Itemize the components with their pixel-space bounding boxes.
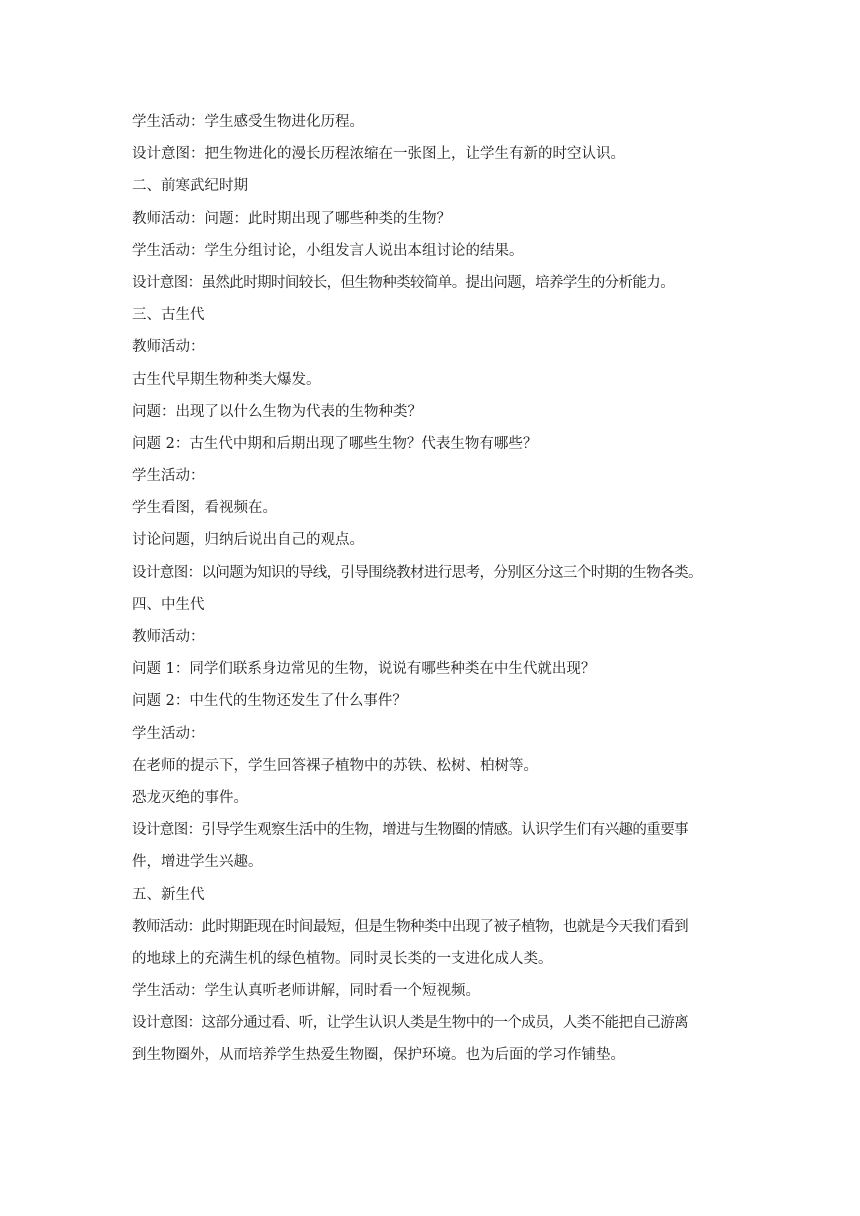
- section-heading-mesozoic: 四、中生代: [132, 596, 205, 613]
- paragraph-teacher-activity-4: 教师活动：此时期距现在时间最短，但是生物种类中出现了被子植物，也就是今天我们看到: [132, 918, 688, 935]
- paragraph-design-intent-2: 设计意图：虽然此时期时间较长，但生物种类较简单。提出问题，培养学生的分析能力。: [132, 274, 675, 291]
- paragraph-teacher-activity-3: 教师活动：: [132, 629, 205, 645]
- section-heading-precambrian: 二、前寒武纪时期: [132, 178, 248, 195]
- paragraph-teacher-activity-2: 教师活动：: [132, 339, 205, 356]
- paragraph-student-activity-3: 学生活动：: [132, 468, 205, 485]
- paragraph-text: 古生代早期生物种类大爆发。: [132, 371, 321, 388]
- paragraph-text: 恐龙灭绝的事件。: [132, 789, 248, 806]
- paragraph-text: 在老师的提示下，学生回答裸子植物中的苏铁、松树、柏树等。: [132, 757, 538, 774]
- paragraph-question-2: 问题 2：中生代的生物还发生了什么事件？: [132, 693, 407, 710]
- paragraph-design-intent-4-cont: 件，增进学生兴趣。: [132, 854, 263, 871]
- paragraph-student-activity-4: 学生活动：: [132, 725, 205, 742]
- document-body: [132, 106, 742, 1072]
- paragraph-student-activity-5: 学生活动：学生认真听老师讲解，同时看一个短视频。: [132, 983, 480, 1000]
- paragraph-design-intent-1: 设计意图：把生物进化的漫长历程浓缩在一张图上，让学生有新的时空认识。: [132, 146, 625, 163]
- paragraph-question: 问题：出现了以什么生物为代表的生物种类？: [132, 403, 422, 420]
- paragraph-student-activity-2: 学生活动：学生分组讨论，小组发言人说出本组讨论的结果。: [132, 242, 524, 259]
- paragraph-text: 学生看图，看视频在。: [132, 500, 277, 517]
- paragraph-design-intent-5-cont: 到生物圈外，从而培养学生热爱生物圈，保护环境。也为后面的学习作铺垫。: [132, 1047, 625, 1064]
- paragraph-design-intent-4: 设计意图：引导学生观察生活中的生物，增进与生物圈的情感。认识学生们有兴趣的重要事: [132, 822, 688, 839]
- paragraph-design-intent-3: 设计意图：以问题为知识的导线，引导围绕教材进行思考，分别区分这三个时期的生物各类。: [132, 564, 702, 581]
- paragraph-teacher-activity-1: 教师活动：问题：此时期出现了哪些种类的生物？: [132, 210, 451, 227]
- paragraph-text: 讨论问题，归纳后说出自己的观点。: [132, 532, 364, 549]
- section-heading-paleozoic: 三、古生代: [132, 307, 205, 324]
- paragraph-design-intent-5: 设计意图：这部分通过看、听，让学生认识人类是生物中的一个成员，人类不能把自己游离: [132, 1015, 688, 1032]
- paragraph-teacher-activity-4-cont: 的地球上的充满生机的绿色植物。同时灵长类的一支进化成人类。: [132, 950, 553, 967]
- paragraph-student-activity-1: 学生活动：学生感受生物进化历程。: [132, 114, 364, 130]
- paragraph-question-1: 问题 1：同学们联系身边常见的生物，说说有哪些种类在中生代就出现？: [132, 661, 596, 678]
- section-heading-cenozoic: 五、新生代: [132, 886, 205, 903]
- paragraph-question-2: 问题 2：古生代中期和后期出现了哪些生物？代表生物有哪些？: [132, 435, 538, 452]
